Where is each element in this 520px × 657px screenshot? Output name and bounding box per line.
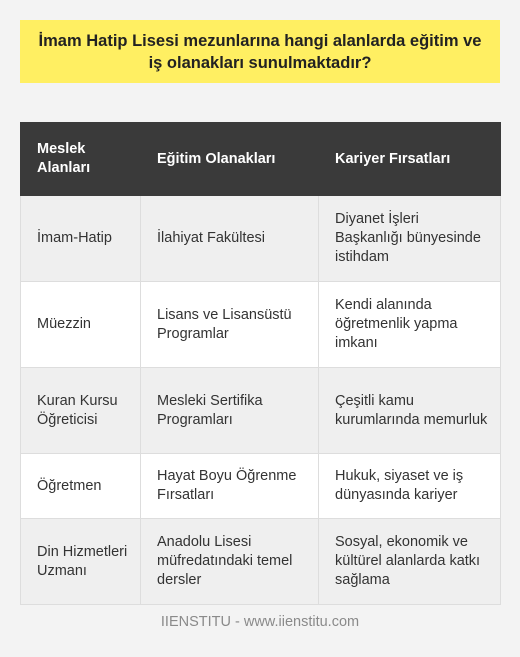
table-header-row: [21, 123, 501, 196]
table-cell: Lisans ve Lisansüstü Programlar: [141, 282, 319, 368]
table-cell: İmam-Hatip: [21, 196, 141, 282]
career-table: [20, 122, 501, 605]
table-row: [21, 368, 501, 454]
table-row: [21, 454, 501, 519]
column-header-egitim: Eğitim Olanakları: [141, 123, 319, 196]
table-cell: Müezzin: [21, 282, 141, 368]
table-cell: Kuran Kursu Öğreticisi: [21, 368, 141, 454]
table-cell: Diyanet İşleri Başkanlığı bünyesinde istihdam: [319, 196, 501, 282]
page-title: İmam Hatip Lisesi mezunlarına hangi alanlarda eğitim ve iş olanakları sunulmaktadır?: [38, 31, 482, 72]
table-row: [21, 519, 501, 605]
table-cell: Öğretmen: [21, 454, 141, 519]
table-cell: Mesleki Sertifika Programları: [141, 368, 319, 454]
table-row: [21, 282, 501, 368]
column-header-meslek: Meslek Alanları: [21, 123, 141, 196]
table-cell: Hayat Boyu Öğrenme Fırsatları: [141, 454, 319, 519]
table-row: [21, 196, 501, 282]
table-cell: Sosyal, ekonomik ve kültürel alanlarda katkı sağlama: [319, 519, 501, 605]
table-cell: Çeşitli kamu kurumlarında memurluk: [319, 368, 501, 454]
table-cell: Anadolu Lisesi müfredatındaki temel dersler: [141, 519, 319, 605]
table-cell: Din Hizmetleri Uzmanı: [21, 519, 141, 605]
table-cell: Kendi alanında öğretmenlik yapma imkanı: [319, 282, 501, 368]
title-banner: [20, 20, 500, 83]
table-cell: İlahiyat Fakültesi: [141, 196, 319, 282]
table-cell: Hukuk, siyaset ve iş dünyasında kariyer: [319, 454, 501, 519]
footer-credit: IIENSTITU - www.iienstitu.com: [160, 614, 360, 630]
column-header-kariyer: Kariyer Fırsatları: [319, 123, 501, 196]
